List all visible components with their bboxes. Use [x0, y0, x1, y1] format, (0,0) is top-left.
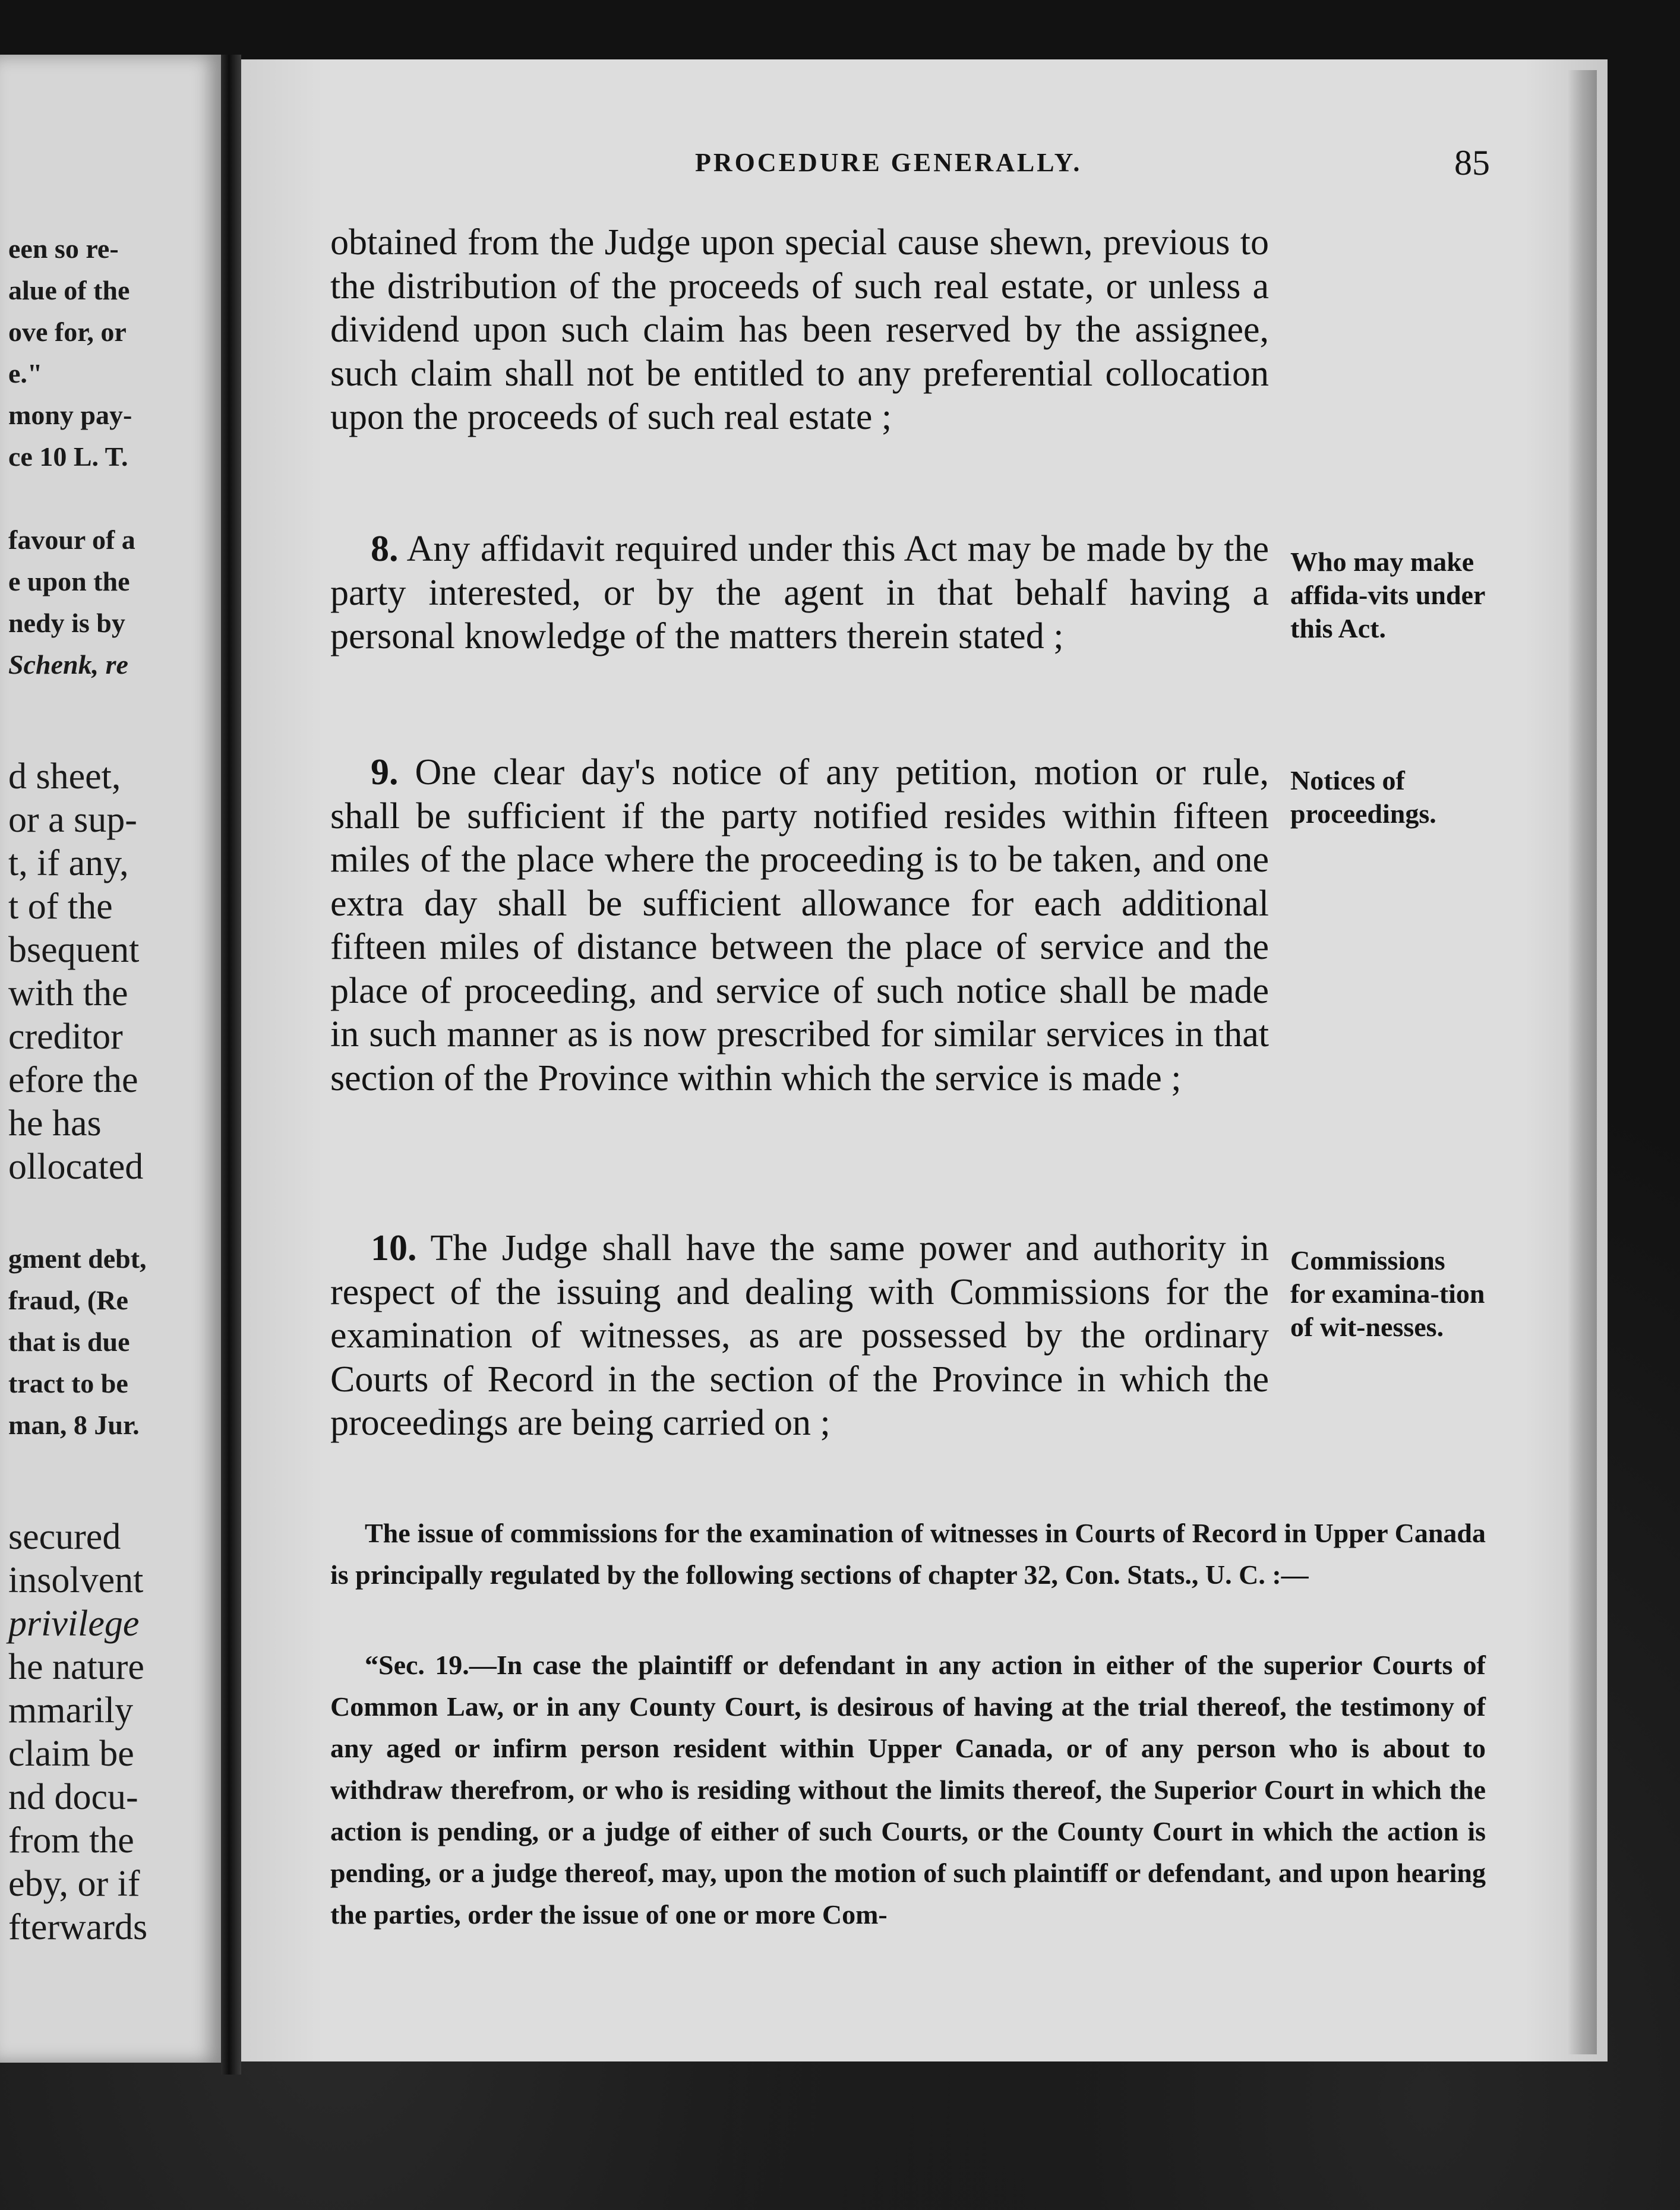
- left-page-fragment: tract to be: [8, 1368, 128, 1398]
- margin-note-section-10: Commissions for examina-tion of wit-nesses.: [1290, 1245, 1485, 1342]
- left-page-fragment: claim be: [8, 1734, 134, 1774]
- left-page-fragment: t of the: [8, 886, 113, 927]
- section-8: [330, 528, 1269, 659]
- section-9-number: 9.: [371, 752, 399, 793]
- left-page-fragment: gment debt,: [8, 1243, 147, 1274]
- statute-quote: “Sec. 19.—In case the plaintiff or defendant in any action in either of the superior Courts of Common Law, or in any County Court, is desirous of having at the trial thereof, the testimony of any aged or infirm person resident within Upper Canada, or of any person who is about to withdraw therefrom, or who is residing without the limits thereof, the Superior Court in which the action is pending, or a judge of either of such Courts, or the County Court in which the action is pending, or a judge thereof, may, upon the motion of such plaintiff or defendant, and upon hearing the parties, order the issue of one or more Com-: [330, 1650, 1486, 1930]
- left-page-fragment: fterwards: [8, 1907, 148, 1947]
- paragraph-text: obtained from the Judge upon special cause shewn, previous to the distribution of the proceeds of such real estate, or unless a dividend upon such claim has been reserved by the assignee, such claim shall not be entitled to any preferential collocation upon the proceeds of such real estate ;: [330, 222, 1269, 437]
- section-10: [330, 1227, 1269, 1445]
- left-page-fragment: from the: [8, 1820, 134, 1861]
- section-10-number: 10.: [371, 1228, 417, 1268]
- left-page-fragment: he nature: [8, 1647, 144, 1687]
- section-10-paragraph: [330, 1227, 1269, 1445]
- left-page-fragment: insolvent: [8, 1560, 144, 1600]
- section-9-text: One clear day's notice of any petition, motion or rule, shall be sufficient if the party notified resides within fifteen miles of the place where the proceeding is to be taken, and one extra day shall be sufficient allowance for each additional fifteen miles of distance between the place of service and the place of proceeding, and service of such notice shall be made in such manner as is now prescribed for similar services in that section of the Province within which the service is made ;: [330, 752, 1269, 1098]
- left-page-fragment: ove for, or: [8, 317, 127, 347]
- left-page-fragment: nd docu-: [8, 1777, 138, 1817]
- left-page-fragment: secured: [8, 1517, 121, 1557]
- left-page-fragment: privilege: [8, 1603, 140, 1644]
- left-page-fragment: eby, or if: [8, 1864, 140, 1904]
- continued-paragraph: [330, 221, 1269, 440]
- left-page-fragment: een so re-: [8, 233, 119, 264]
- left-page-fragment: fraud, (Re: [8, 1285, 128, 1315]
- left-page-fragment: efore the: [8, 1060, 138, 1100]
- book-gutter: [221, 55, 241, 2075]
- left-page-fragment: he has: [8, 1103, 102, 1144]
- left-page-fragment: with the: [8, 973, 128, 1014]
- left-page-fragment: Schenk, re: [8, 649, 128, 680]
- section-9-paragraph: [330, 751, 1269, 1100]
- left-page-fragment: mmarily: [8, 1690, 134, 1731]
- left-page-fragment: d sheet,: [8, 756, 121, 797]
- left-page-fragment: e upon the: [8, 566, 130, 596]
- left-page-fragment: favour of a: [8, 525, 135, 555]
- section-8-number: 8.: [371, 529, 399, 569]
- annotation-note: The issue of commissions for the examination of witnesses in Courts of Record in Upper Canada is principally regulated by the following sections of chapter 32, Con. Stats., U. C. :—: [330, 1518, 1486, 1590]
- left-page-fragment: man, 8 Jur.: [8, 1410, 140, 1440]
- left-page-fragment: nedy is by: [8, 608, 125, 638]
- left-page-fragment: ce 10 L. T.: [8, 441, 128, 472]
- left-page-fragment: ollocated: [8, 1147, 144, 1187]
- left-page-fragment: alue of the: [8, 275, 130, 305]
- left-page-fragment: t, if any,: [8, 843, 129, 883]
- margin-note-section-8: Who may make affida-vits under this Act.: [1290, 547, 1485, 643]
- page-number: 85: [1454, 143, 1490, 182]
- left-page-fragment: bsequent: [8, 930, 140, 970]
- left-page-fragment: creditor: [8, 1016, 123, 1057]
- left-page-fragment: mony pay-: [8, 400, 132, 430]
- running-head: PROCEDURE GENERALLY.: [695, 148, 1082, 177]
- page-stack-edge: [1568, 70, 1597, 2054]
- section-10-text: The Judge shall have the same power and authority in respect of the issuing and dealing with Commissions for the examination of witnesses, as are possessed by the ordinary Courts of Record in the section of the Province in which the proceedings are being carried on ;: [330, 1228, 1269, 1443]
- previous-page-edge: [0, 55, 221, 2063]
- section-8-text: Any affidavit required under this Act may be made by the party interested, or by the agent in that behalf having a personal knowledge of the matters therein stated ;: [330, 529, 1269, 656]
- left-page-fragment: or a sup-: [8, 800, 137, 840]
- section-8-paragraph: [330, 528, 1269, 659]
- left-page-fragment: that is due: [8, 1327, 130, 1357]
- left-page-fragment: e.": [8, 358, 43, 389]
- margin-note-section-9: Notices of proceedings.: [1290, 765, 1436, 829]
- section-9: [330, 751, 1269, 1100]
